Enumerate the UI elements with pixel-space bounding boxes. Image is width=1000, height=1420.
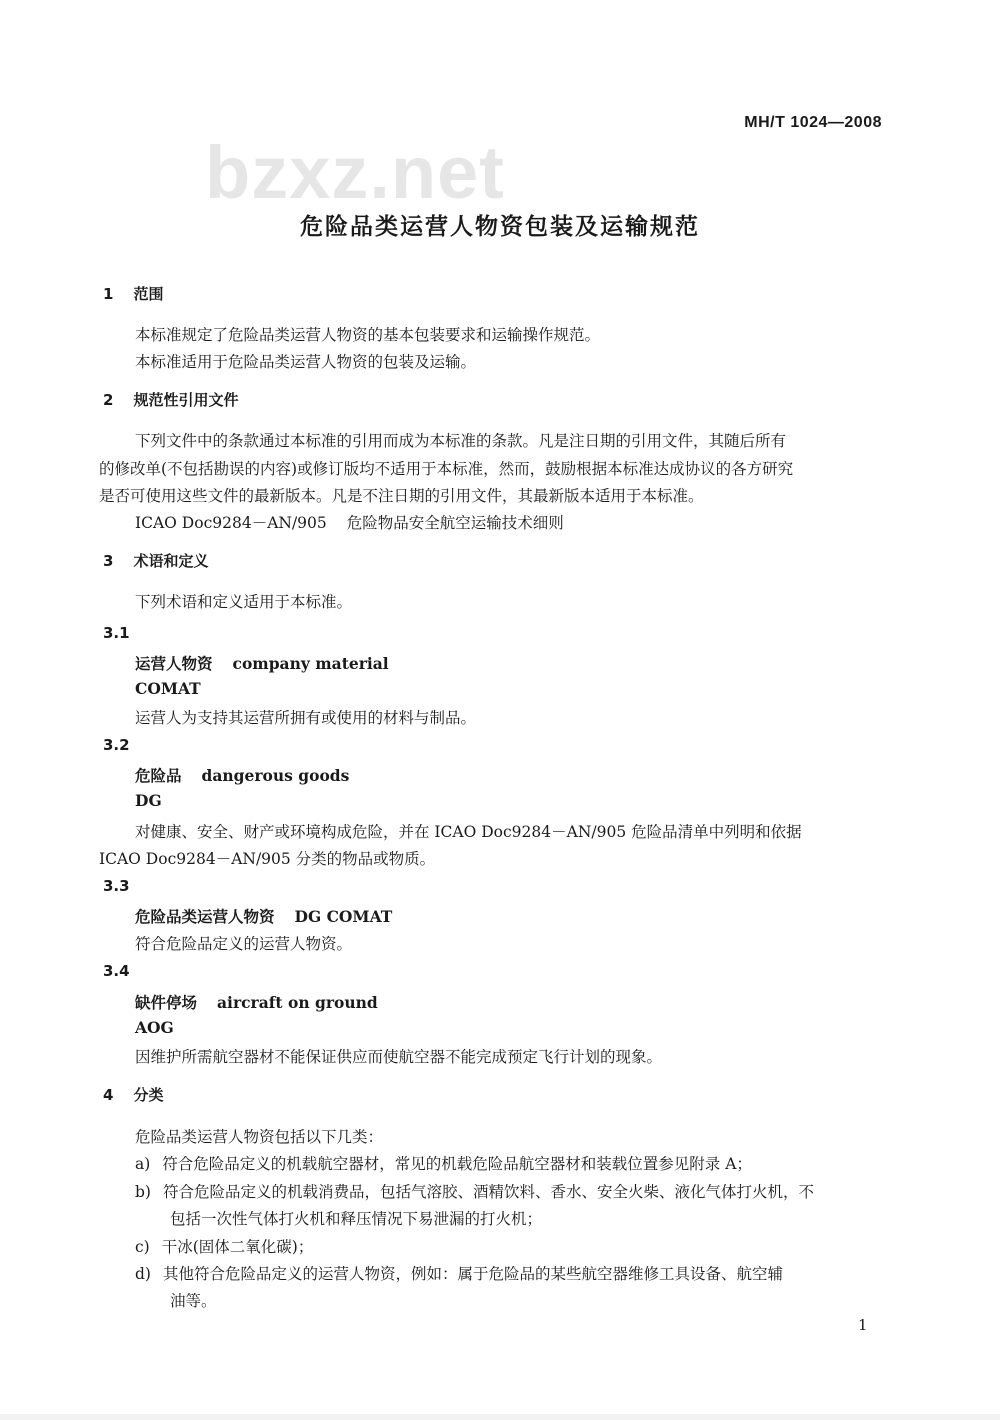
term-definition: 因维护所需航空器材不能保证供应而使航空器不能完成预定飞行计划的现象。 [135,1048,663,1066]
term-abbreviation: DG [135,791,162,810]
term-heading [135,991,378,1013]
section-title: 术语和定义 [133,552,209,570]
term-english: dangerous goods [201,766,350,785]
section-1-heading [103,283,163,304]
term-number: 3.3 [103,877,130,895]
list-label: b) [135,1183,151,1201]
term-number: 3.1 [103,624,130,642]
term-definition: ICAO Doc9284－AN/905 分类的物品或物质。 [99,850,436,868]
term-number: 3.4 [103,962,130,980]
term-english: aircraft on ground [217,993,378,1012]
list-text: 其他符合危险品定义的运营人物资，例如：属于危险品的某些航空器维修工具设备、航空辅 [162,1265,783,1283]
normative-reference [135,511,564,533]
term-abbreviation: AOG [135,1018,174,1037]
section-4-heading [103,1084,163,1105]
watermark: bzxz.net [205,131,505,214]
section-number: 2 [103,391,114,409]
term-abbreviation: COMAT [135,679,201,698]
paragraph: 下列文件中的条款通过本标准的引用而成为本标准的条款。凡是注日期的引用文件，其随后所有 [135,432,787,450]
list-text: 符合危险品定义的机载消费品，包括气溶胶、酒精饮料、香水、安全火柴、液化气体打火机，不 [162,1183,814,1201]
term-heading [135,905,392,927]
term-number: 3.2 [103,736,130,754]
term-chinese: 运营人物资 [135,654,213,673]
section-number: 1 [103,285,114,303]
term-heading [135,652,389,674]
term-heading [135,764,349,786]
term-chinese: 危险品类运营人物资 [135,907,275,926]
section-title: 范围 [133,285,164,303]
term-chinese: 危险品 [135,766,182,785]
list-text: 干冰(固体二氧化碳)； [161,1238,314,1256]
term-definition: 运营人为支持其运营所拥有或使用的材料与制品。 [135,709,477,727]
term-definition: 符合危险品定义的运营人物资。 [135,935,353,953]
list-item [135,1235,313,1257]
list-item [135,1262,783,1284]
paragraph: 的修改单(不包括勘误的内容)或修订版均不适用于本标准，然而，鼓励根据本标准达成协议的各方研究 [99,460,794,478]
list-item [135,1180,814,1202]
list-label: c) [135,1238,150,1256]
section-number: 4 [103,1086,114,1104]
term-definition: 对健康、安全、财产或环境构成危险，并在 ICAO Doc9284－AN/905 危险品清单中列明和依据 [135,823,802,841]
reference-code: ICAO Doc9284－AN/905 [135,514,327,532]
list-label: a) [135,1155,151,1173]
reference-title: 危险物品安全航空运输技术细则 [346,514,564,532]
list-text-continuation: 油等。 [170,1292,217,1310]
term-chinese: 缺件停场 [135,993,198,1012]
section-3-heading [103,550,208,571]
paragraph: 是否可使用这些文件的最新版本。凡是不注日期的引用文件，其最新版本适用于本标准。 [99,487,704,505]
paragraph: 本标准适用于危险品类运营人物资的包装及运输。 [135,353,477,371]
page-number: 1 [858,1316,868,1334]
list-label: d) [135,1265,151,1283]
paragraph: 本标准规定了危险品类运营人物资的基本包装要求和运输操作规范。 [135,326,601,344]
paragraph: 下列术语和定义适用于本标准。 [135,593,353,611]
list-text: 符合危险品定义的机载航空器材，常见的机载危险品航空器材和装载位置参见附录 A； [162,1155,752,1173]
section-number: 3 [103,552,114,570]
section-2-heading [103,389,238,410]
list-item [135,1152,752,1174]
list-text-continuation: 包括一次性气体打火机和释压情况下易泄漏的打火机； [170,1210,543,1228]
term-english: company material [232,654,389,673]
document-code: MH/T 1024—2008 [744,114,882,131]
page-bottom-edge [0,1414,1000,1420]
term-english: DG COMAT [294,907,393,926]
section-title: 分类 [133,1086,164,1104]
paragraph: 危险品类运营人物资包括以下几类： [135,1128,384,1146]
document-title: 危险品类运营人物资包装及运输规范 [300,214,700,240]
section-title: 规范性引用文件 [133,391,239,409]
